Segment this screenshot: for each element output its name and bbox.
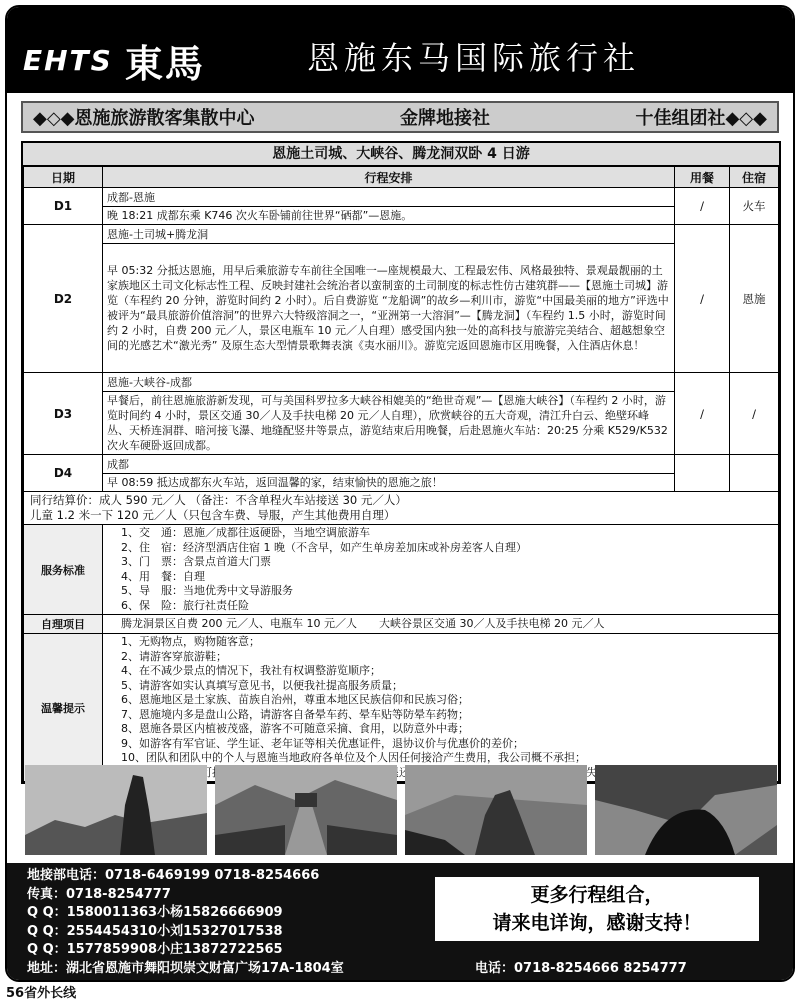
table-row — [24, 474, 779, 492]
day-desc: 早餐后，前往恩施旅游新发现，可与美国科罗拉多大峡谷相媲美的“绝世奇观”—【恩施大峡谷】（车程约 2 小时，游览时间约 4 小时，景区交通 30／人及手扶电梯 20 元／人自理），欣赏峡谷的五大奇观，清江升白云、绝壁环峰丛、天桥连洞群、暗河接飞瀑、地缝配竖井等景点，游览结束后用晚餐，后赴恩施火车站：20:25 分乘 K529/K532 次火车硬卧返回成都。 — [103, 392, 675, 455]
header — [7, 7, 793, 93]
slogan-line2: 请来电详询，感谢支持！ — [492, 912, 702, 934]
price-row — [24, 492, 779, 525]
tour-title: 恩施土司城、大峡谷、腾龙洞双卧 4 日游 — [23, 143, 779, 166]
banner-right: 十佳组团社◆◇◆ — [635, 108, 767, 129]
day-meal: / — [675, 188, 730, 225]
photo-tenglong-cave — [595, 765, 777, 855]
tips-list — [103, 634, 779, 782]
day-stay: 火车 — [730, 188, 779, 225]
day-label: D4 — [24, 455, 103, 492]
list-item: 6、恩施地区是土家族、苗族自治州，尊重本地区民族信仰和民族习俗； — [121, 693, 469, 706]
qq-line: Q Q：1577859908小庄13872722565 — [27, 942, 283, 957]
photo-tusi-city — [215, 765, 397, 855]
day-route: 恩施-大峡谷-成都 — [103, 373, 675, 392]
self-pay-row — [24, 615, 779, 634]
list-item: 10、团队和团队中的个人与恩施当地政府各单位及个人因任何接洽产生费用，我公司概不承担； — [121, 751, 586, 764]
table-row — [24, 244, 779, 373]
fax-line: 传真：0718-8254777 — [27, 886, 171, 902]
itinerary-table — [21, 141, 781, 784]
company-logo — [23, 33, 205, 88]
list-item: 6、保 险：旅行社责任险 — [121, 598, 249, 612]
day-route: 成都 — [103, 455, 675, 474]
table-row — [24, 207, 779, 225]
page-number: 56省外长线 — [6, 986, 77, 1001]
price-adult: 同行结算价：成人 590 元／人 （备注：不含单程火车站接送 30 元／人） — [30, 493, 407, 507]
day-label: D2 — [24, 225, 103, 373]
flyer-frame — [5, 5, 795, 982]
table-row — [24, 455, 779, 474]
table-row — [24, 225, 779, 244]
col-itinerary: 行程安排 — [103, 167, 675, 188]
day-label: D3 — [24, 373, 103, 455]
day-desc: 晚 18:21 成都东乘 K746 次火车卧铺前往世界“硒都”—恩施。 — [103, 207, 675, 225]
list-item: 2、请游客穿旅游鞋； — [121, 649, 227, 663]
service-row — [24, 525, 779, 615]
day-meal: / — [675, 373, 730, 455]
qq-line: Q Q：2554454310小刘15327017538 — [27, 923, 283, 939]
service-list — [103, 525, 779, 615]
price-cell — [24, 492, 779, 525]
day-meal — [675, 455, 730, 492]
list-item: 5、请游客如实认真填写意见书，以便我社提高服务质量； — [121, 678, 403, 692]
day-label: D1 — [24, 188, 103, 225]
logo-en: EHTS — [23, 44, 113, 77]
day-route: 恩施-土司城+腾龙洞 — [103, 225, 675, 244]
self-pay-text: 腾龙洞景区自费 200 元／人、电瓶车 10 元／人 大峡谷景区交通 30／人及手扶电梯 20 元／人 — [103, 615, 779, 634]
day-route: 成都-恩施 — [103, 188, 675, 207]
logo-cn: 東馬 — [124, 41, 205, 86]
office-tel: 电话：0718-8254666 8254777 — [475, 961, 687, 976]
price-child: 儿童 1.2 米一下 120 元／人（只包含车费、导服，产生其他费用自理） — [30, 508, 396, 522]
list-item: 5、导 服：当地优秀中文导游服务 — [121, 584, 293, 597]
day-stay — [730, 455, 779, 492]
address: 地址：湖北省恩施市舞阳坝崇文财富广场17A-1804室 — [27, 961, 344, 976]
list-item: 4、在不减少景点的情况下，我社有权调整游览顺序； — [121, 664, 381, 677]
day-stay: 恩施 — [730, 225, 779, 373]
table-row — [24, 188, 779, 207]
table-header-row — [24, 167, 779, 188]
contact-slogan — [435, 877, 759, 941]
qq-line: Q Q：1580011363小杨15826666909 — [27, 905, 283, 920]
list-item: 4、用 餐：自理 — [121, 569, 205, 583]
photo-rock-pillar — [25, 765, 207, 855]
day-meal: / — [675, 225, 730, 373]
slogan-line1: 更多行程组合， — [530, 884, 664, 906]
slogan-banner — [21, 101, 779, 133]
list-item: 1、无购物点，购物随客意； — [121, 635, 260, 648]
tel-line: 地接部电话：0718-6469199 0718-8254666 — [27, 868, 320, 883]
list-item: 2、住 宿：经济型酒店住宿 1 晚（不含早，如产生单房差加床或补房差客人自理） — [121, 540, 527, 554]
table-row — [24, 392, 779, 455]
photo-canyon — [405, 765, 587, 855]
day-stay: / — [730, 373, 779, 455]
banner-left: ◆◇◆恩施旅游散客集散中心 — [33, 108, 255, 129]
day-desc: 早 08:59 抵达成都东火车站，返回温馨的家，结束愉快的恩施之旅！ — [103, 474, 675, 492]
service-label: 服务标准 — [24, 525, 103, 615]
col-meal: 用餐 — [675, 167, 730, 188]
self-pay-label: 自理项目 — [24, 615, 103, 634]
list-item: 3、门 票：含景点首道大门票 — [121, 555, 271, 568]
banner-middle: 金牌地接社 — [400, 108, 490, 129]
tips-label: 温馨提示 — [24, 634, 103, 782]
col-stay: 住宿 — [730, 167, 779, 188]
list-item: 1、交 通：恩施／成都往返硬卧，当地空调旅游车 — [121, 526, 370, 539]
day-desc: 早 05:32 分抵达恩施，用早后乘旅游专车前往全国唯一—座规模最大、工程最宏伟、风格最独特、景观最靓丽的土家族地区土司文化标志性工程、反映封建社会统治者以蛮制蛮的土司制度的标志性仿古建筑群——【恩施土司城】游览（车程约 20 分钟，游览时间约 2 小时）。后自费游览 “龙船调”的故乡—利川市，游览“中国最美丽的地方”评选中被评为“最具旅游价值溶洞”的世界六大特级溶洞之一，“亚洲第一大溶洞”—【腾龙洞】（车程约 1.5 小时，游览时间约 2 小时，自费 200 元／人，景区电瓶车 10 元／人自理）感受国内独一处的高科技与旅游完美结合、超越想象空间的光感艺术“激光秀” 及原生态大型情景歌舞表演《夷水丽川》。游览完返回恩施市区用晚餐，入住酒店休息！ — [103, 244, 675, 373]
list-item: 7、恩施境内多是盘山公路，请游客自备晕车药、晕车贴等防晕车药物； — [121, 707, 469, 721]
col-date: 日期 — [24, 167, 103, 188]
list-item: 9、如游客有军官证、学生证、老年证等相关优惠证件，退协议价与优惠价的差价； — [121, 736, 524, 750]
contact-lines — [27, 867, 319, 960]
list-item: 8、恩施各景区内植被茂盛，游客不可随意采摘、食用，以防意外中毒； — [121, 722, 469, 735]
photo-strip — [25, 765, 777, 857]
agency-name: 恩施东马国际旅行社 — [307, 39, 641, 77]
tips-row — [24, 634, 779, 782]
contact-panel — [7, 863, 793, 980]
table-row — [24, 373, 779, 392]
